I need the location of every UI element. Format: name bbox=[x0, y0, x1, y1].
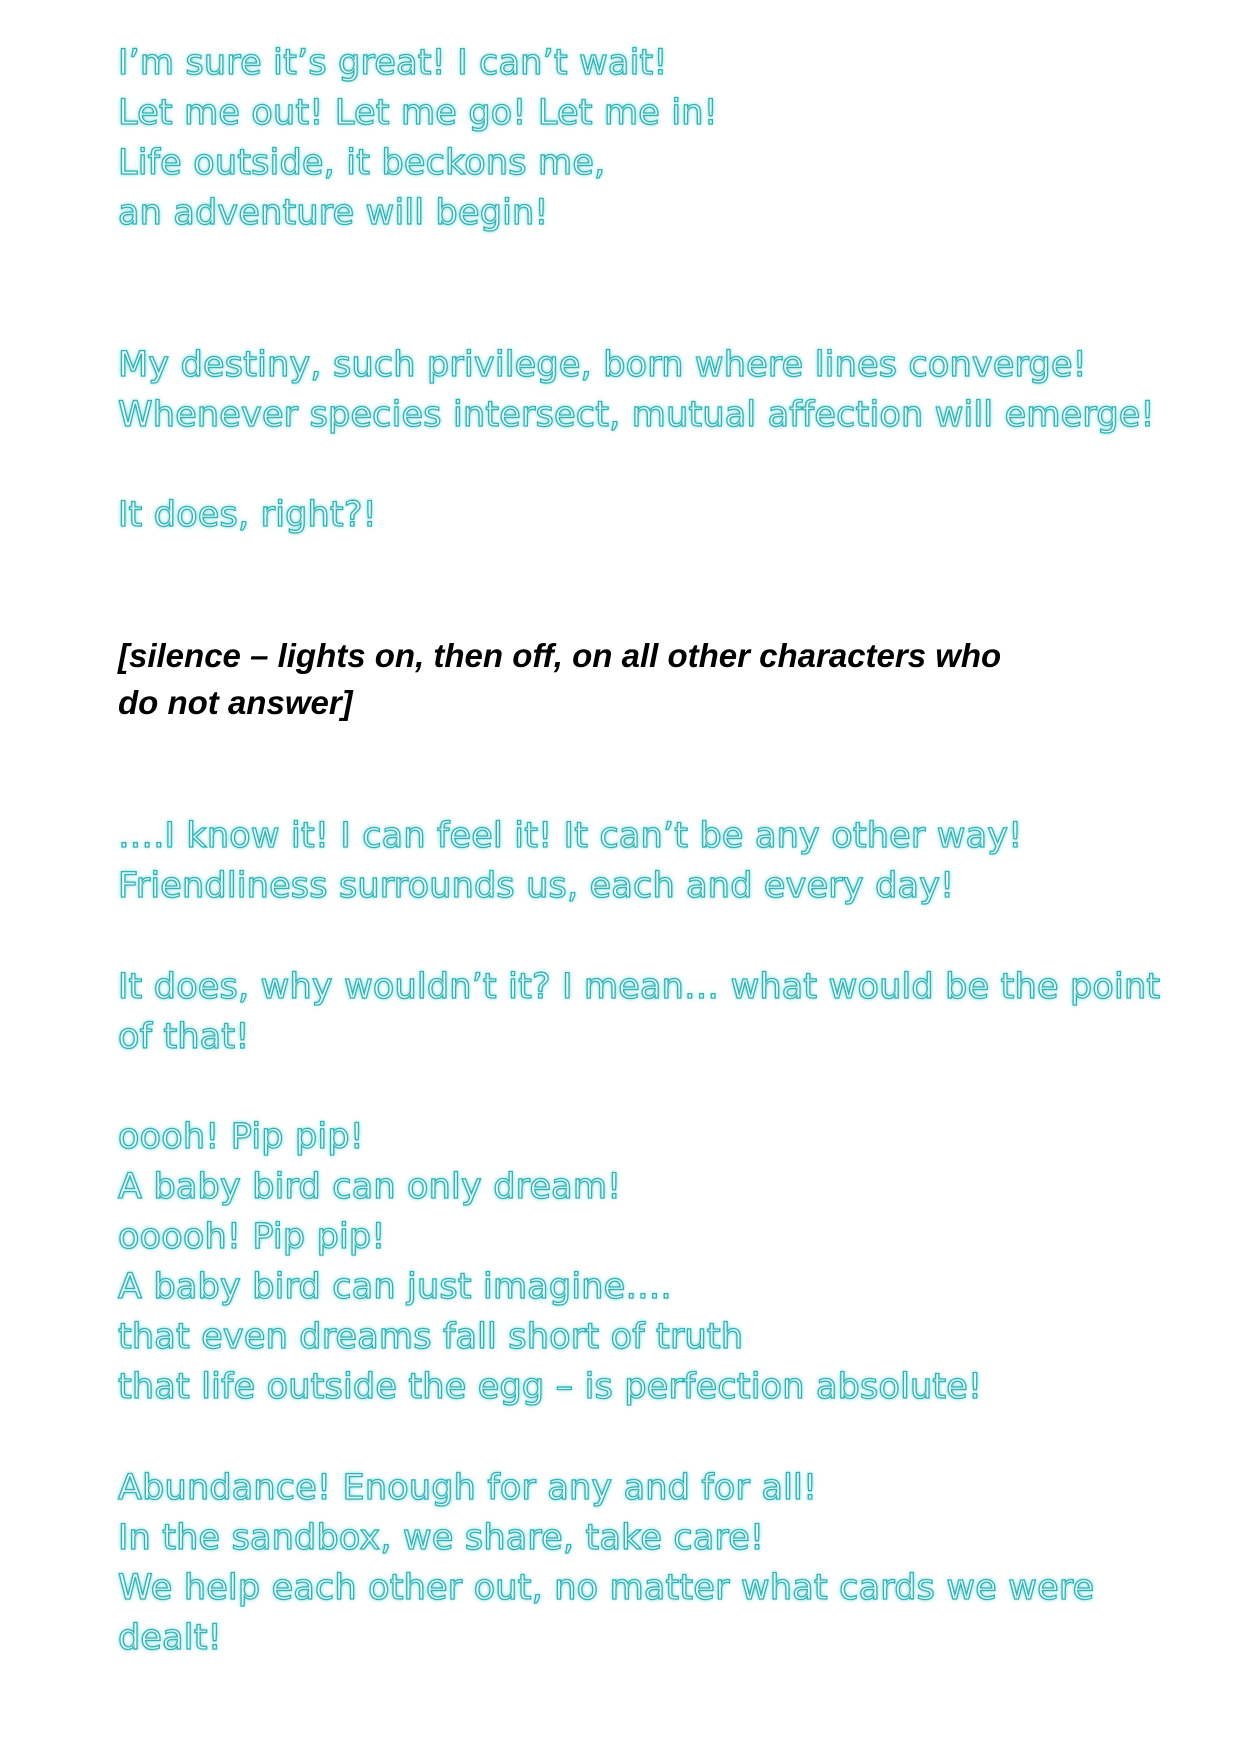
lyric-line: that life outside the egg – is perfection absolute! bbox=[118, 1367, 983, 1407]
lyric-line: oooh! Pip pip! bbox=[118, 1117, 364, 1157]
lyric-line: Let me out! Let me go! Let me in! bbox=[118, 93, 718, 133]
lyric-line: My destiny, such privilege, born where lines converge! bbox=[118, 345, 1087, 385]
lyrics-verse-5 bbox=[118, 962, 1161, 1062]
lyrics-verse-3 bbox=[118, 490, 1122, 540]
lyric-line: Abundance! Enough for any and for all! bbox=[118, 1468, 818, 1508]
lyrics-verse-4 bbox=[118, 811, 1122, 911]
stage-direction-line: [silence – lights on, then off, on all other characters who bbox=[118, 637, 1002, 674]
lyrics-verse-1 bbox=[118, 38, 1122, 238]
lyrics-verse-6 bbox=[118, 1112, 1122, 1412]
lyric-line: dealt! bbox=[118, 1618, 222, 1658]
lyric-line: In the sandbox, we share, take care! bbox=[118, 1518, 765, 1558]
lyric-line: Whenever species intersect, mutual affection will emerge! bbox=[118, 395, 1155, 435]
lyrics-verse-7 bbox=[118, 1463, 1122, 1663]
lyric-line: A baby bird can just imagine…. bbox=[118, 1267, 672, 1307]
lyric-line: an adventure will begin! bbox=[118, 193, 549, 233]
lyric-line: Friendliness surrounds us, each and every day! bbox=[118, 866, 955, 906]
lyric-line: ….I know it! I can feel it! It can’t be any other way! bbox=[118, 816, 1023, 856]
lyric-line: It does, right?! bbox=[118, 495, 377, 535]
lyric-line: that even dreams fall short of truth bbox=[118, 1317, 744, 1357]
lyric-line: ooooh! Pip pip! bbox=[118, 1217, 386, 1257]
lyrics-verse-2 bbox=[118, 340, 1155, 440]
stage-direction-line: do not answer] bbox=[118, 684, 353, 721]
lyric-line: We help each other out, no matter what cards we were bbox=[118, 1568, 1095, 1608]
lyric-line: of that! bbox=[118, 1017, 250, 1057]
stage-direction bbox=[118, 632, 1122, 726]
lyric-line: It does, why wouldn’t it? I mean… what would be the point bbox=[118, 967, 1161, 1007]
lyric-line: A baby bird can only dream! bbox=[118, 1167, 622, 1207]
lyric-line: I’m sure it’s great! I can’t wait! bbox=[118, 43, 668, 83]
lyric-line: Life outside, it beckons me, bbox=[118, 143, 606, 183]
